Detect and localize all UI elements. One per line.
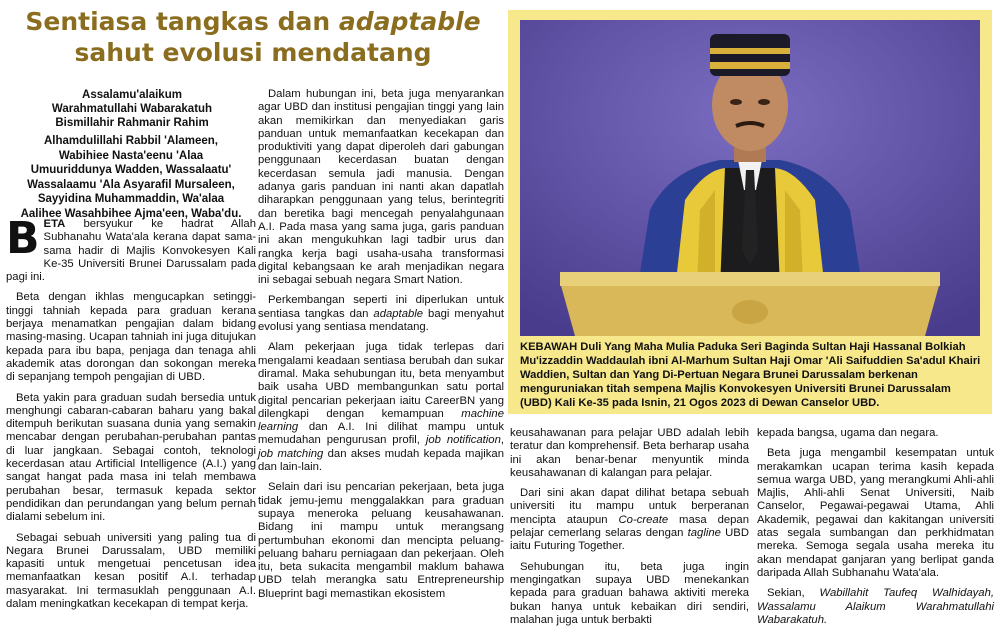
paragraph: kepada bangsa, ugama dan negara. (757, 427, 939, 439)
italic-term: job matching (258, 447, 324, 460)
paragraph: keusahawanan para pelajar UBD adalah lebih teratur dan komprehensif. Beta berharap usaha ini akan benar-benar menyuntik minda keusahawanan di kalangan para pelajar. (510, 427, 749, 479)
paragraph-text: bagi menyahut evolusi yang sentiasa mendatang. (258, 307, 504, 334)
opening-line: Umuuriddunya Wadden, Wassalaatu' (30, 164, 232, 176)
paragraph (510, 487, 749, 553)
photo-illustration (520, 20, 980, 336)
opening-line: Wassalaamu 'Ala Asyarafil Mursaleen, (27, 178, 235, 191)
paragraph: Selain dari isu pencarian pekerjaan, beta juga tidak jemu-jemu menggalakkan para graduan supaya meneroka peluang keusahawanan. Bidang ini mampu untuk merangsang pertumbuhan ekonomi dan mencipta peluang-peluang baharu perniagaan dan pekerjaan. Oleh itu, beta sukacita mengambil maklum bahawa UBD telah merangka satu Entrepreneurship Blueprint bagi memastikan ekosistem (258, 481, 504, 600)
photo-sultan (520, 20, 980, 336)
title-line1-a: Sentiasa tangkas dan (25, 7, 339, 36)
paragraph-text: masa depan pelajar cemerlang selaras dengan (510, 513, 749, 540)
opening-line: Sayyidina Muhammaddin, Wa'alaa (37, 193, 225, 205)
column-4 (757, 427, 994, 634)
photo-caption: KEBAWAH Duli Yang Maha Mulia Paduka Seri Baginda Sultan Haji Hassanal Bolkiah Mu'izzaddin Waddaulah ibni Al-Marhum Sultan Haji Omar 'Ali Saifuddien Sa'adul Khairi Waddien, Sultan dan Yang Di-Pertuan Negara Brunei Darussalam berkenan menguruniakan titah sempena Majlis Konvokesyen Universiti Brunei Darussalam (UBD) Kali Ke-35 pada Isnin, 21 Ogos 2023 di Dewan Canselor UBD. (520, 341, 981, 409)
paragraph (258, 294, 504, 334)
paragraph: Beta dengan ikhlas mengucapkan setinggi-tinggi tahniah kepada para graduan kerana berjaya menamatkan pengajian dalam bidang masing-masing. Ucapan tahniah ini juga ditujukan kepada para ibu bapa, penjaga dan tenaga ahli akademik atas dorongan dan sokongan mereka di sepanjang tempoh pengajian di UBD. (6, 291, 256, 384)
column-3 (510, 427, 749, 634)
paragraph (258, 341, 504, 474)
salam-line: Assalamu'alaikum (82, 89, 182, 101)
column-2 (258, 88, 504, 608)
opening-line: Aalihee Wasahbihee Ajma'een, Waba'du. (20, 207, 242, 220)
italic-term: tagline (687, 527, 721, 540)
italic-term: job notification (425, 434, 501, 447)
paragraph-text: bersyukur ke hadrat Allah Subhanahu Wata'ala kerana dapat sama-sama hadir di Majlis Konvokesyen Kali Ke-35 Universiti Brunei Darussalam pada pagi ini. (6, 218, 256, 284)
paragraph-text: , (500, 434, 504, 447)
paragraph-text: Alam pekerjaan juga tidak terlepas dari mengalami keadaan sentiasa berubah dan sukar diramal. Maka sehubungan itu, beta menyambut baik usaha UBD membangunkan satu portal digital pencarian pekerjaan iaitu CareerBN yang dilengkapi dengan kemampuan (258, 341, 504, 420)
drop-cap: B (6, 213, 40, 264)
salam-line: Warahmatullahi Wabarakatuh (51, 103, 213, 115)
italic-term: adaptable (373, 307, 424, 320)
sign-off (757, 587, 994, 627)
paragraph: Sebagai sebuah universiti yang paling tua di Negara Brunei Darussalam, UBD memiliki kapasiti untuk mengetuai pencetusan idea memanfaatkan kesan positif A.I. terhadap masyarakat. Ini termasuklah penggunaan A.I. dalam meningkatkan kecekapan di tempat kerja. (6, 531, 256, 611)
opening-block (6, 134, 256, 221)
salam-line: Bismillahir Rahmanir Rahim (55, 117, 209, 129)
paragraph-text: dan akses mudah kepada majikan dan lain-lain. (258, 447, 504, 474)
paragraph: Beta yakin para graduan sudah bersedia untuk menghungi cabaran-cabaran baharu yang bakal ditempuh berikutan suasana dunia yang semakin mencabar dengan perubahan-perubahan pantas di luar jangkaan. Sebagai contoh, teknologi kecerdasan atau Artificial Intelligence (A.I.) yang sangat hangat pada masa ini telah membawa perubahan besar, termasuk kepada sektor pendidikan dan perundangan yang belum pernah dialami sebelum ini. (6, 391, 256, 524)
opening-line: Alhamdulillahi Rabbil 'Alameen, (44, 135, 218, 147)
paragraph-text: dan A.I. Ini dilihat mampu untuk memudahan pengurusan profil, (258, 421, 504, 447)
italic-term: machine learning (258, 407, 504, 434)
title-line2: sahut evolusi mendatang (74, 38, 432, 67)
paragraph-text: UBD iaitu Futuring Together. (510, 527, 750, 553)
italic-term: Co-create (618, 513, 669, 526)
sign-off-italic: Wabillahit Taufeq Walhidayah, Wassalamu Alaikum Warahmatullahi Wabarakatuh. (757, 587, 994, 626)
paragraph-text: Sekian, (767, 587, 820, 600)
title-line1-italic: adaptable (338, 7, 481, 36)
opening-line: Wabihiee Nasta'eenu 'Alaa (58, 149, 204, 162)
paragraph: Sehubungan itu, beta juga ingin mengingatkan supaya UBD menekankan kepada para graduan bahawa aktiviti mereka bukan hanya untuk kebaikan diri sendiri, malahan juga untuk berbakti (510, 560, 749, 626)
paragraph-text: Dari sini akan dapat dilihat betapa sebuah universiti itu mampu untuk berperanan mencipta ataupun (510, 487, 749, 526)
salam-block (12, 88, 252, 130)
first-word: ETA (43, 218, 66, 230)
paragraph: Dalam hubungan ini, beta juga menyarankan agar UBD dan institusi pengajian tinggi yang lain akan memikirkan dan menyediakan garis panduan untuk memanfaatkan kecekapan dan produktiviti yang dapat diperoleh dari gabungan penggunaan kecerdasan buatan dengan kecerdasan semula jadi manusia. Dengan adanya garis panduan ini nanti akan dapatlah diharapkan penggunaan yang telus, berintegriti dan beretika bagi mencegah penyalahgunaan A.I. Pada masa yang sama juga, garis panduan ini akan mengukuhkan lagi tadbir urus dan rangka kerja bagi usaha-usaha transformasi digital kebangsaan ke arah menjadikan negara ini sebagai sebuah negara Smart Nation. (258, 88, 504, 287)
article-title (8, 6, 498, 68)
paragraph: Beta juga mengambil kesempatan untuk merakamkan ucapan terima kasih kepada semua warga UBD, yang merangkumi Ahli-ahli Majlis, Ahli-ahli Senat Universiti, Naib Canselor, Pegawai-pegawai Utama, Ahli Akademik, pegawai dan kakitangan universiti atas segala sumbangan dan perkhidmatan mereka. Semoga segala usaha mereka itu akan mendapat ganjaran yang berlipat ganda daripada Allah Subhanahu Wata'ala. (757, 447, 994, 579)
paragraph-text: Perkembangan seperti ini diperlukan untuk sentiasa tangkas dan (258, 294, 504, 320)
